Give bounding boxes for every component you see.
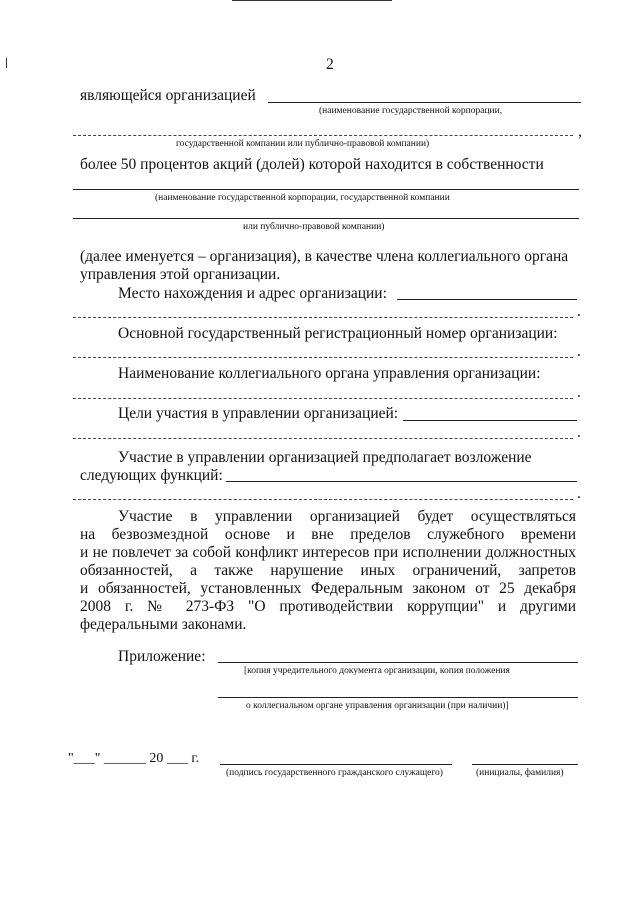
date-field: "___" ______ 20 ___ г. bbox=[68, 751, 200, 766]
organization-intro-text: являющейся организацией bbox=[80, 87, 256, 104]
member-role-text-2: управления этой организации. bbox=[80, 266, 281, 283]
org-name-field-line-1 bbox=[268, 102, 581, 103]
signature-line bbox=[220, 764, 452, 765]
address-label: Место нахождения и адрес организации: bbox=[118, 285, 387, 302]
paragraph-line: 2008 г. № 273-ФЗ "О противодействии коррупции" и другими bbox=[80, 598, 576, 615]
owner-name-note-1: (наименование государственной корпорации, государственной компании bbox=[155, 193, 450, 203]
owner-name-note-2: или публично-правовой компании) bbox=[243, 222, 385, 232]
address-field-line-1 bbox=[397, 299, 577, 300]
org-name-note-1: (наименование государственной корпорации, bbox=[319, 106, 503, 116]
attachment-field-line-1 bbox=[218, 662, 578, 663]
address-dot: . bbox=[577, 303, 581, 320]
org-name-note-2: государственной компании или публично-правовой компании) bbox=[176, 139, 430, 149]
member-role-text-1: (далее именуется – организация), в качестве члена коллегиального органа bbox=[80, 248, 569, 265]
paragraph-line: и не повлечет за собой конфликт интересов при исполнении должностных bbox=[80, 544, 576, 561]
governing-body-label: Наименование коллегиального органа управления организации: bbox=[118, 365, 541, 382]
governing-body-dot: . bbox=[577, 384, 581, 401]
participation-goals-label: Цели участия в управлении организацией: bbox=[118, 405, 399, 422]
ogrn-label: Основной государственный регистрационный номер организации: bbox=[118, 325, 558, 342]
goals-dot: . bbox=[577, 424, 581, 441]
address-field-line-2 bbox=[73, 317, 573, 318]
goals-field-line-1 bbox=[403, 420, 577, 421]
functions-field-line-2 bbox=[73, 499, 573, 500]
attachment-note-1: [копия учредительного документа организации, копия положения bbox=[244, 666, 510, 676]
paragraph-line: Участие в управлении организацией будет осуществляться bbox=[118, 508, 576, 525]
initials-line bbox=[472, 764, 578, 765]
org-name-field-line-2 bbox=[73, 135, 573, 136]
paragraph-line: на безвозмездной основе и вне пределов служебного времени bbox=[80, 526, 576, 543]
attachment-field-line-2 bbox=[218, 697, 578, 698]
paragraph-line: и обязанностей, установленных Федеральным законом от 25 декабря bbox=[80, 580, 576, 597]
attachment-label: Приложение: bbox=[118, 648, 206, 665]
signature-note: (подпись государственного гражданского служащего) bbox=[226, 768, 443, 778]
conflict-of-interest-paragraph bbox=[80, 508, 576, 634]
ownership-text: более 50 процентов акций (долей) которой находится в собственности bbox=[80, 156, 544, 173]
attachment-note-2: о коллегиальном органе управления организации (при наличии)] bbox=[246, 701, 509, 711]
left-edge-mark bbox=[6, 58, 7, 68]
line2-comma: , bbox=[578, 123, 582, 140]
functions-field-line-1 bbox=[226, 481, 577, 482]
goals-field-line-2 bbox=[73, 438, 573, 439]
owner-name-field-line-2 bbox=[73, 218, 579, 219]
initials-note: (инициалы, фамилия) bbox=[476, 768, 564, 778]
page-number: 2 bbox=[326, 56, 334, 73]
governing-body-field-line bbox=[73, 398, 573, 399]
paragraph-line: федеральными законами. bbox=[80, 616, 247, 633]
functions-text-1: Участие в управлении организацией предполагает возложение bbox=[118, 449, 532, 466]
functions-dot: . bbox=[577, 485, 581, 502]
ogrn-field-line bbox=[73, 357, 573, 358]
paragraph-line: обязанностей, а также нарушение иных ограничений, запретов bbox=[80, 562, 576, 579]
functions-text-2: следующих функций: bbox=[80, 467, 223, 484]
ogrn-dot: . bbox=[577, 343, 581, 360]
top-edge-mark bbox=[232, 0, 392, 1]
owner-name-field-line-1 bbox=[73, 189, 579, 190]
